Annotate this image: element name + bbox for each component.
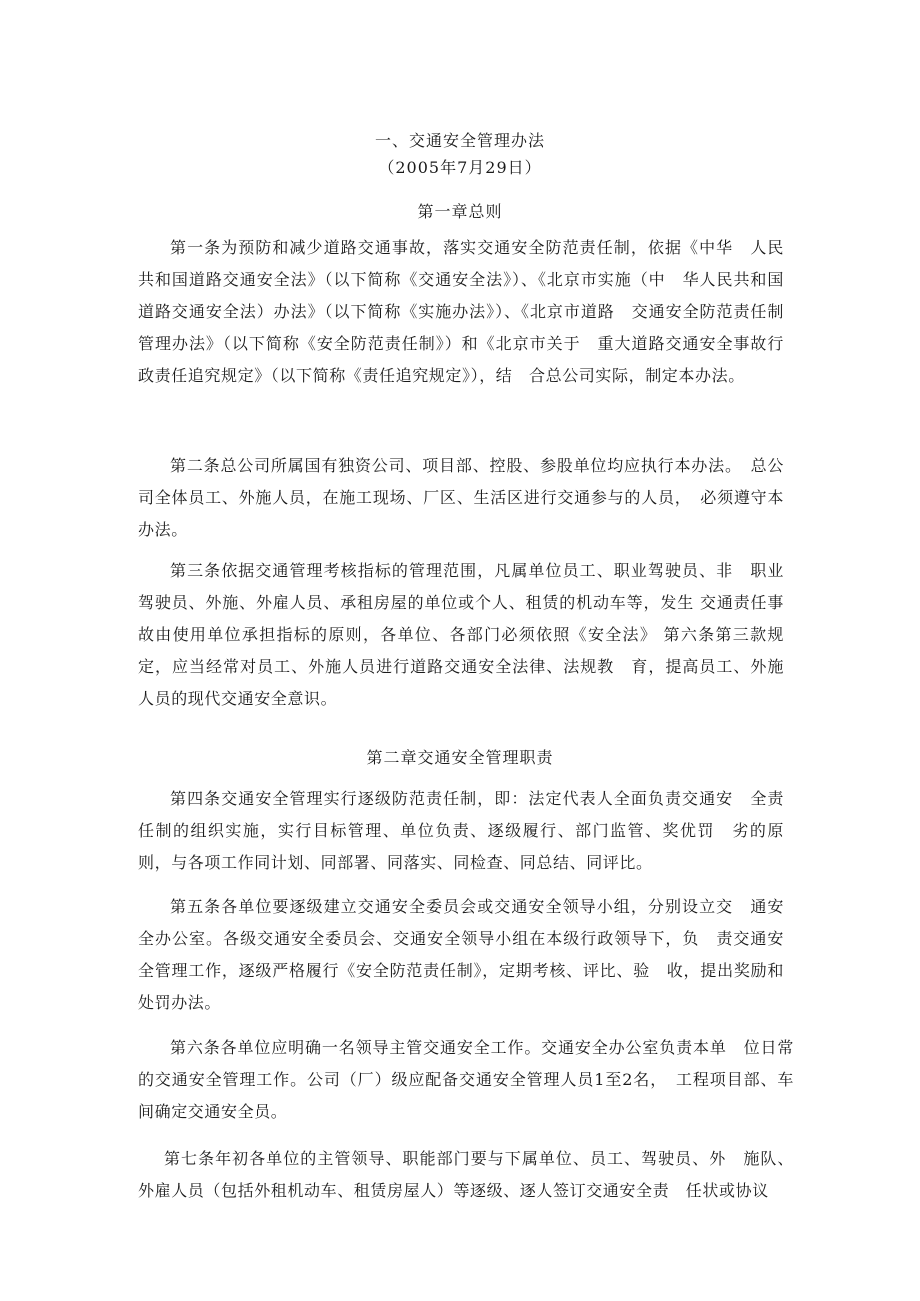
article-4: 第四条交通安全管理实行逐级防范责任制，即：法定代表人全面负责交通安 全责任制的组织实施，实行目标管理、单位负责、逐级履行、部门监管、奖优罚 劣的原则，与各项工作同计划、同部署、同落实、同检查、同总结、同评比。 — [138, 789, 784, 872]
article-2: 第二条总公司所属国有独资公司、项目部、控股、参股单位均应执行本办法。 总公司全体员工、外施人员，在施工现场、厂区、生活区进行交通参与的人员， 必须遵守本办法。 — [138, 456, 784, 539]
article-5: 第五条各单位要逐级建立交通安全委员会或交通安全领导小组，分别设立交 通安全办公室。各级交通安全委员会、交通安全领导小组在本级行政领导下，负 责交通安全管理工作，逐级严格履行《安全防范责任制》，定期考核、评比、验 收，提出奖励和处罚办法。 — [138, 897, 784, 1012]
article-3: 第三条依据交通管理考核指标的管理范围，凡属单位员工、职业驾驶员、非 职业驾驶员、外施、外雇人员、承租房屋的单位或个人、租赁的机动车等，发生 交通责任事故由使用单位承担指标的原则，各单位、各部门必须依照《安全法》 第六条第三款规定，应当经常对员工、外施人员进行道路交通安全法律、法规教 育，提高员工、外施人员的现代交通安全意识。 — [138, 561, 784, 708]
document-title: 一、交通安全管理办法 — [374, 131, 545, 150]
document-date: （2005年7月29日） — [378, 158, 542, 177]
article-6: 第六条各单位应明确一名领导主管交通安全工作。交通安全办公室负责本单 位日常的交通安全管理工作。公司（厂）级应配备交通安全管理人员1至2名， 工程项目部、车间确定交通安全员。 — [138, 1038, 794, 1121]
chapter-1-heading: 第一章总则 — [417, 202, 503, 221]
article-7: 第七条年初各单位的主管领导、职能部门要与下属单位、员工、驾驶员、外 施队、外雇人员（包括外租机动车、租赁房屋人）等逐级、逐人签订交通安全责 任状或协议 — [138, 1149, 794, 1200]
chapter-2-heading: 第二章交通安全管理职责 — [366, 748, 554, 767]
article-1: 第一条为预防和减少道路交通事故，落实交通安全防范责任制，依据《中华 人民共和国道路交通安全法》（以下简称《交通安全法》）、《北京市实施（中 华人民共和国道路交通安全法）办法》（以下简称《实施办法》）、《北京市道路 交通安全防范责任制管理办法》（以下简称《安全防范责任制》）和《北京市关于 重大道路交通安全事故行政责任追究规定》（以下简称《责任追究规定》），结 合总公司实际，制定本办法。 — [138, 238, 784, 385]
